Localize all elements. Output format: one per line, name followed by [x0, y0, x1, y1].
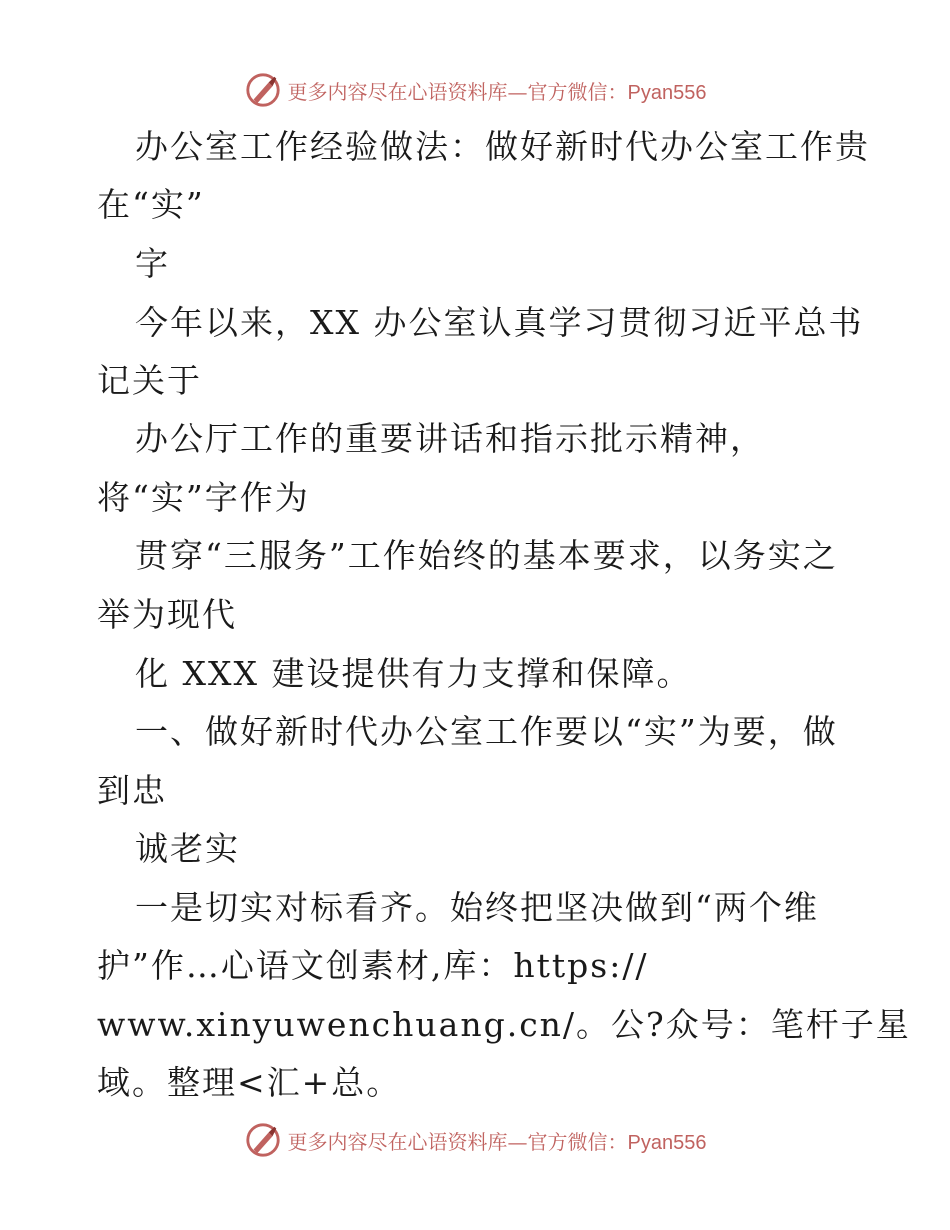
body-line: 记关于 — [97, 361, 202, 400]
header-banner-text: 更多内容尽在心语资料库—官方微信：Pyan556 — [287, 79, 707, 104]
body-line: 化 XXX 建设提供有力支撑和保障。 — [135, 654, 692, 693]
footer-wechat-id: Pyan556 — [627, 1131, 707, 1154]
body-line: 一、做好新时代办公室工作要以“实”为要，做 — [135, 712, 838, 751]
header-wechat-id: Pyan556 — [627, 81, 707, 104]
body-line: 护”作…心语文创素材,库：https:// — [97, 946, 649, 985]
body-line: 一是切实对标看齐。始终把坚决做到“两个维 — [135, 888, 819, 927]
body-line: 举为现代 — [97, 595, 237, 634]
pen-logo-icon — [244, 1121, 282, 1159]
body-line: www.xinyuwenchuang.cn/。公?众号：笔杆子星 — [97, 1005, 911, 1044]
body-line: 今年以来，XX 办公室认真学习贯彻习近平总书 — [135, 303, 864, 342]
body-line: 办公室工作经验做法：做好新时代办公室工作贵 — [135, 127, 870, 166]
body-line: 到忠 — [97, 771, 167, 810]
body-line: 字 — [135, 244, 170, 283]
footer-banner-text: 更多内容尽在心语资料库—官方微信：Pyan556 — [287, 1129, 707, 1154]
footer-banner — [0, 1120, 950, 1160]
body-line: 办公厅工作的重要讲话和指示批示精神， — [135, 419, 765, 458]
body-line: 贯穿“三服务”工作始终的基本要求，以务实之 — [135, 536, 838, 575]
body-line: 将“实”字作为 — [97, 478, 310, 517]
body-line: 诚老实 — [135, 829, 240, 868]
body-line: 域。整理<汇+总。 — [97, 1063, 402, 1102]
body-line: 在“实” — [97, 185, 205, 224]
